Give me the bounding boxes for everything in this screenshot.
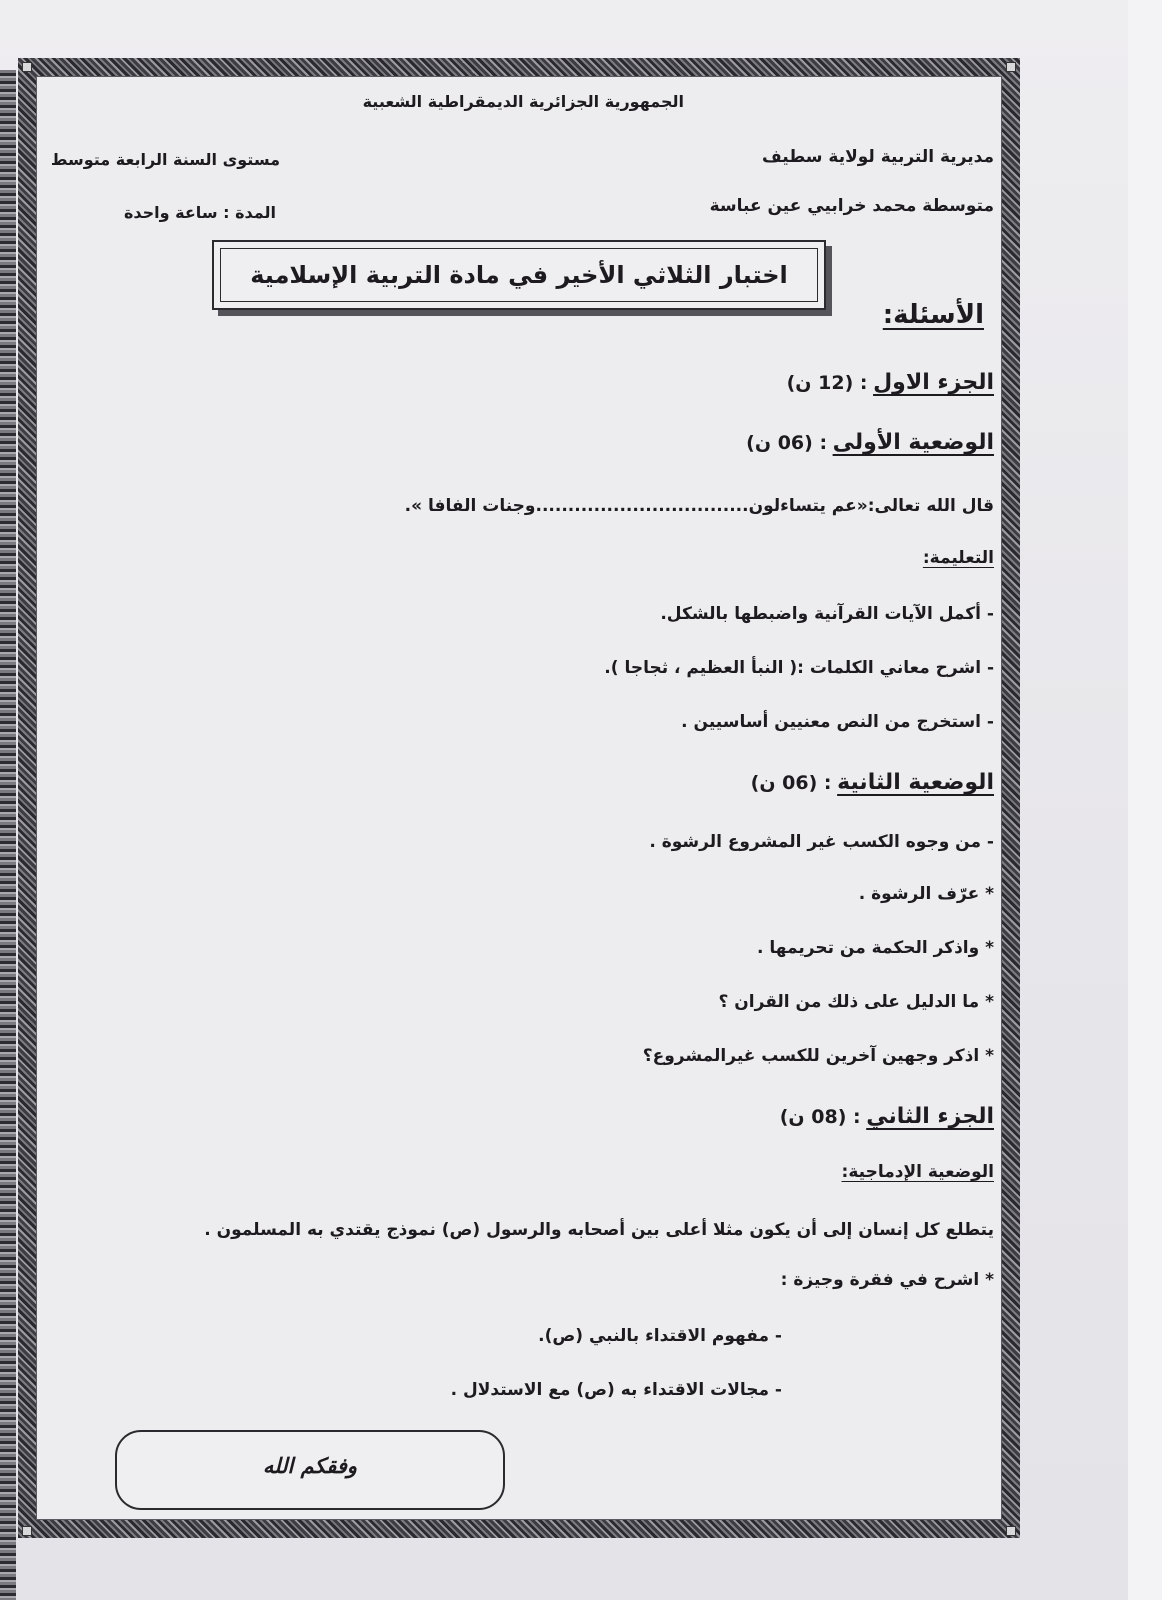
frame-corner-icon bbox=[22, 62, 32, 72]
integration-item: - مجالات الاقتداء به (ص) مع الاستدلال . bbox=[450, 1380, 782, 1400]
scan-margin bbox=[1128, 0, 1162, 1600]
header-directorate: مديرية التربية لولاية سطيف bbox=[762, 147, 994, 167]
part1-points: : (12 ن) bbox=[786, 372, 868, 394]
quran-verse: قال الله تعالى:«عم يتساءلون.................................وجنات الفافا ». bbox=[404, 496, 994, 516]
integration-item: - مفهوم الاقتداء بالنبي (ص). bbox=[538, 1326, 782, 1346]
situation2-item: * واذكر الحكمة من تحريمها . bbox=[757, 938, 994, 958]
instruction-label: التعليمة: bbox=[922, 548, 994, 568]
closing-text: وفقكم الله bbox=[262, 1454, 358, 1478]
part1-label: الجزء الاول bbox=[873, 370, 994, 395]
integration-prompt: * اشرح في فقرة وجيزة : bbox=[780, 1270, 994, 1290]
situation2-label: الوضعية الثانية bbox=[837, 770, 994, 795]
situation2-item: - من وجوه الكسب غير المشروع الرشوة . bbox=[649, 832, 994, 852]
situation2-item: * اذكر وجهين آخرين للكسب غيرالمشروع؟ bbox=[642, 1046, 994, 1066]
part2-label: الجزء الثاني bbox=[866, 1104, 994, 1129]
integration-label: الوضعية الإدماجية: bbox=[841, 1162, 994, 1182]
questions-heading: الأسئلة: bbox=[882, 300, 984, 330]
instruction-item: - أكمل الآيات القرآنية واضبطها بالشكل. bbox=[660, 604, 994, 624]
header-level: مستوى السنة الرابعة متوسط bbox=[50, 150, 280, 169]
frame-corner-icon bbox=[1006, 62, 1016, 72]
closing-bubble bbox=[115, 1430, 505, 1510]
part2-points: : (08 ن) bbox=[779, 1106, 861, 1128]
header-school: متوسطة محمد خرابيي عين عباسة bbox=[709, 196, 994, 216]
situation1-points: : (06 ن) bbox=[746, 432, 828, 454]
situation2-item: * ما الدليل على ذلك من القران ؟ bbox=[718, 992, 994, 1012]
part2-heading bbox=[780, 1104, 994, 1129]
integration-text: يتطلع كل إنسان إلى أن يكون مثلا أعلى بين أصحابه والرسول (ص) نموذج يقتدي به المسلمون . bbox=[204, 1220, 994, 1240]
header-duration: المدة : ساعة واحدة bbox=[123, 203, 276, 222]
header-republic: الجمهورية الجزائرية الديمقراطية الشعبية bbox=[362, 92, 684, 111]
frame-corner-icon bbox=[22, 1526, 32, 1536]
exam-title: اختبار الثلاثي الأخير في مادة التربية الإسلامية bbox=[220, 248, 818, 302]
situation1-heading bbox=[746, 430, 994, 455]
exam-title-box bbox=[212, 240, 826, 310]
situation1-label: الوضعية الأولى bbox=[832, 430, 994, 455]
instruction-item: - استخرج من النص معنيين أساسيين . bbox=[681, 712, 994, 732]
situation2-points: : (06 ن) bbox=[750, 772, 832, 794]
frame-corner-icon bbox=[1006, 1526, 1016, 1536]
instruction-item: - اشرح معاني الكلمات :( النبأ العظيم ، ثجاجا ). bbox=[604, 658, 994, 678]
part1-heading bbox=[787, 370, 994, 395]
situation2-item: * عرّف الرشوة . bbox=[858, 884, 994, 904]
binding-edge bbox=[0, 70, 16, 1600]
situation2-heading bbox=[751, 770, 994, 795]
